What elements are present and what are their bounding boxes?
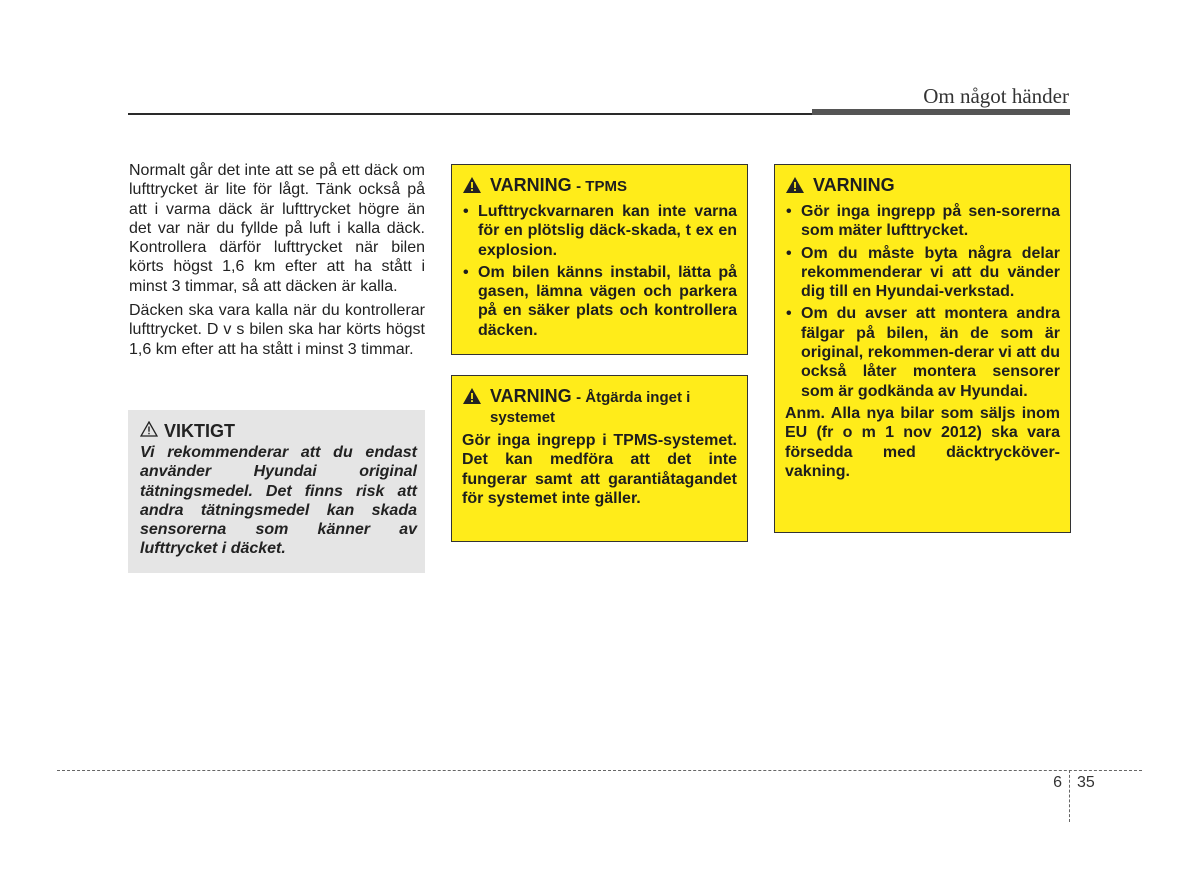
warning-subtitle: - TPMS: [576, 178, 627, 195]
header-accent-bar: [812, 109, 1070, 115]
warning-list-item: • Gör inga ingrepp på sen-sorerna som mäter lufttrycket.: [786, 203, 1060, 240]
warning-header: [462, 386, 737, 428]
warning-list-item: • Om bilen känns instabil, lätta på gasen, lämna vägen och parkera på en säker plats och kontrollera däcken.: [463, 263, 737, 339]
warning-outline-icon: [140, 421, 158, 442]
warning-list: [785, 202, 1060, 401]
page-section-title: Om något händer: [923, 84, 1069, 108]
warning-box-sensors: [774, 164, 1071, 533]
intro-text-column: [129, 161, 425, 364]
intro-paragraph-2: Däcken ska vara kalla när du kontrollerar lufttrycket. D v s bilen ska har körts högst 1,6 km efter att ha stått i minst 3 timmar.: [129, 302, 425, 358]
page-number: 35: [1077, 774, 1095, 791]
warning-subtitle: - Åtgärda inget i systemet: [490, 389, 691, 426]
warning-header: [785, 175, 1060, 199]
warning-box-system: [451, 375, 748, 542]
important-notice-title: VIKTIGT: [164, 420, 235, 441]
chapter-number: 6: [1053, 774, 1062, 791]
warning-title: VARNING: [490, 386, 572, 406]
intro-paragraph-1: Normalt går det inte att se på ett däck om lufttrycket är lite för lågt. Tänk också på att i varma däck är lufttrycket högre än det var när du fyllde på luft i kalla däck. Kontrollera därför lufttrycket när bilen körts högst 1,6 km efter att ha stått i minst 3 timmar, så att däcken är kalla.: [129, 162, 425, 295]
warning-title: VARNING: [813, 175, 895, 195]
warning-list-item: • Om du måste byta några delar rekommenderar vi att du vänder dig till en Hyundai-verkstad.: [786, 244, 1060, 301]
warning-filled-icon: [462, 176, 482, 199]
warning-filled-icon: [785, 176, 805, 199]
header-rule: [128, 113, 812, 115]
warning-list-item: • Lufttryckvarnaren kan inte varna för en plötslig däck-skada, t ex en explosion.: [463, 203, 737, 259]
warning-filled-icon: [462, 387, 482, 410]
important-notice-body: Vi rekommenderar att du endast använder Hyundai original tätningsmedel. Det finns risk att andra tätningsmedel kan skada sensorerna som känner av lufttrycket i däcket.: [140, 444, 417, 558]
warning-note: Anm. Alla nya bilar som säljs inom EU (fr o m 1 nov 2012) ska vara försedda med däcktryckövervakning.: [785, 404, 1060, 480]
warning-body: Gör inga ingrepp i TPMS-systemet. Det kan medföra att det inte fungerar samt att garantiåtagandet för systemet inte gäller.: [462, 432, 737, 507]
footer-dashed-rule: [57, 770, 1142, 771]
page-number-divider: [1069, 770, 1070, 822]
important-notice: [128, 410, 425, 573]
warning-box-tpms: [451, 164, 748, 355]
warning-header: [462, 175, 737, 199]
warning-list-item: • Om du avser att montera andra fälgar på bilen, än de som är original, rekommen-derar vi att du också låter montera sensorer som är godkända av Hyundai.: [786, 305, 1060, 400]
warning-list: [462, 202, 737, 340]
warning-title: VARNING: [490, 175, 572, 195]
important-notice-header: [140, 420, 417, 442]
